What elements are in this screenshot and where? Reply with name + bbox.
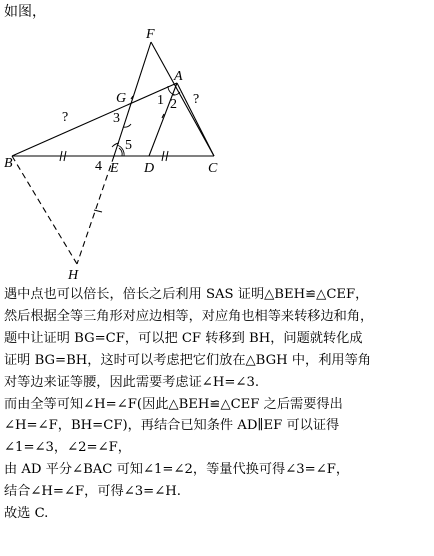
label-point-c: C <box>208 161 218 176</box>
solution-line: 故选 C. <box>4 506 49 522</box>
label-point-a: A <box>174 69 183 84</box>
segment-ba <box>12 83 177 156</box>
label-point-d: D <box>144 161 155 176</box>
solution-line: 然后根据全等三角形对应边相等，对应角也相等来转移边和角， <box>4 308 374 324</box>
question-mark-left: ? <box>62 110 69 125</box>
solution-line: ∠1=∠3，∠2=∠F， <box>4 440 131 456</box>
label-angle-4: 4 <box>95 159 102 174</box>
label-point-e: E <box>110 161 119 176</box>
label-point-f: F <box>146 27 155 42</box>
solution-text <box>4 284 432 525</box>
solution-line: 对等边来证等腰，因此需要考虑证∠H=∠3. <box>4 374 260 390</box>
solution-line: 证明 BG=BH，这时可以考虑把它们放在△BGH 中，利用等角 <box>4 352 371 368</box>
segment-bh <box>12 156 77 264</box>
solution-line: 结合∠H=∠F，可得∠3=∠H. <box>4 484 181 500</box>
label-angle-3: 3 <box>113 111 120 126</box>
label-point-g: G <box>116 91 127 106</box>
label-point-b: B <box>4 156 13 171</box>
solution-line: ∠H=∠F，BH=CF)，再结合已知条件 AD∥EF 可以证得 <box>4 418 340 434</box>
question-mark-right: ? <box>193 92 200 107</box>
label-angle-2: 2 <box>170 97 177 112</box>
geometry-figure <box>0 22 260 284</box>
intro-text: 如图， <box>4 4 46 20</box>
solution-line: 由 AD 平分∠BAC 可知∠1=∠2，等量代换可得∠3=∠F， <box>4 462 350 478</box>
solution-line: 遇中点也可以倍长，倍长之后利用 SAS 证明△BEH≌△CEF， <box>4 287 369 302</box>
solution-line: 题中让证明 BG=CF，可以把 CF 转移到 BH，问题就转化成 <box>4 330 363 346</box>
label-angle-1: 1 <box>157 93 164 108</box>
label-point-h: H <box>68 268 79 283</box>
label-angle-5: 5 <box>125 138 132 153</box>
solution-line: 而由全等可知∠H=∠F(因此△BEH≌△CEF 之后需要得出 <box>4 396 343 412</box>
